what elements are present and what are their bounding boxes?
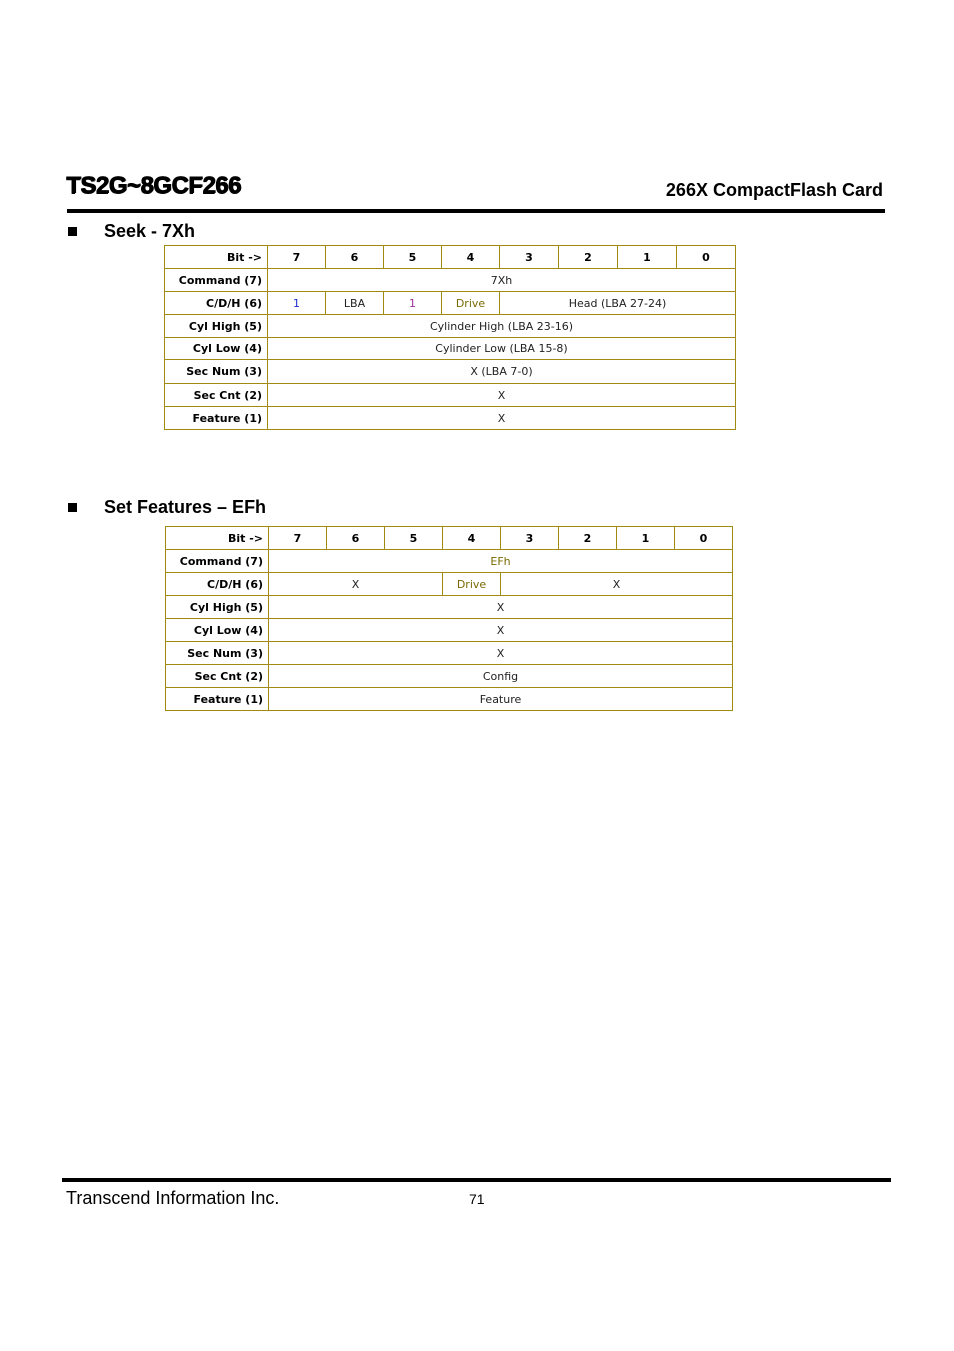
sec-num-value: X (LBA 7-0)	[268, 360, 736, 384]
header-divider	[67, 209, 885, 213]
table-row	[166, 527, 733, 550]
bit-1: 1	[618, 246, 677, 269]
command-value: 7Xh	[268, 269, 736, 292]
row-label: Command (7)	[165, 269, 268, 292]
cdh-bit-7: 1	[268, 292, 326, 315]
cyl-high-value: X	[269, 596, 733, 619]
row-label: Command (7)	[166, 550, 269, 573]
bit-2: 2	[559, 527, 617, 550]
cyl-high-value: Cylinder High (LBA 23-16)	[268, 315, 736, 338]
table-row	[165, 315, 736, 338]
row-label: Cyl High (5)	[166, 596, 269, 619]
cdh-head: Head (LBA 27-24)	[500, 292, 736, 315]
bit-7: 7	[269, 527, 327, 550]
row-label: Cyl Low (4)	[166, 619, 269, 642]
cyl-low-value: X	[269, 619, 733, 642]
bit-3: 3	[500, 246, 559, 269]
seek-register-table	[164, 245, 736, 430]
cdh-upper-bits: X	[269, 573, 443, 596]
bit-label: Bit ->	[165, 246, 268, 269]
table-row	[165, 360, 736, 384]
table-row	[165, 407, 736, 430]
bit-1: 1	[617, 527, 675, 550]
row-label: Sec Cnt (2)	[166, 665, 269, 688]
page-number: 71	[469, 1191, 485, 1207]
row-label: Sec Num (3)	[166, 642, 269, 665]
document-subtitle: 266X CompactFlash Card	[665, 180, 883, 200]
bit-2: 2	[559, 246, 618, 269]
bit-5: 5	[385, 527, 443, 550]
cdh-drive: Drive	[442, 292, 500, 315]
row-label: Feature (1)	[166, 688, 269, 711]
table-row	[165, 246, 736, 269]
set-features-register-table	[165, 526, 733, 711]
bit-3: 3	[501, 527, 559, 550]
table-row	[166, 642, 733, 665]
table-row	[165, 338, 736, 360]
table-row	[165, 269, 736, 292]
bit-7: 7	[268, 246, 326, 269]
table-row	[166, 665, 733, 688]
bit-5: 5	[384, 246, 442, 269]
bullet-icon	[68, 503, 77, 512]
row-label: Cyl High (5)	[165, 315, 268, 338]
table-row	[166, 619, 733, 642]
document-title: TS2G~8GCF266	[66, 172, 241, 199]
bit-4: 4	[443, 527, 501, 550]
row-label: C/D/H (6)	[166, 573, 269, 596]
table-row	[166, 573, 733, 596]
cyl-low-value: Cylinder Low (LBA 15-8)	[268, 338, 736, 360]
command-value: EFh	[269, 550, 733, 573]
cdh-lba: LBA	[326, 292, 384, 315]
table-row	[166, 688, 733, 711]
row-label: Sec Num (3)	[165, 360, 268, 384]
row-label: Feature (1)	[165, 407, 268, 430]
row-label: Cyl Low (4)	[165, 338, 268, 360]
bit-label: Bit ->	[166, 527, 269, 550]
table-row	[166, 596, 733, 619]
cdh-drive: Drive	[443, 573, 501, 596]
row-label: Sec Cnt (2)	[165, 384, 268, 407]
bit-6: 6	[327, 527, 385, 550]
cdh-bit-5: 1	[384, 292, 442, 315]
bullet-icon	[68, 227, 77, 236]
feature-value: Feature	[269, 688, 733, 711]
feature-value: X	[268, 407, 736, 430]
row-label: C/D/H (6)	[165, 292, 268, 315]
bit-0: 0	[675, 527, 733, 550]
bit-4: 4	[442, 246, 500, 269]
sec-num-value: X	[269, 642, 733, 665]
table-row	[166, 550, 733, 573]
footer-company: Transcend Information Inc.	[66, 1188, 280, 1208]
cdh-lower-bits: X	[501, 573, 733, 596]
sec-cnt-value: X	[268, 384, 736, 407]
footer-divider	[62, 1178, 891, 1182]
section-title-set-features: Set Features – EFh	[104, 497, 267, 517]
section-title-seek: Seek - 7Xh	[104, 221, 196, 241]
sec-cnt-value: Config	[269, 665, 733, 688]
table-row	[165, 292, 736, 315]
bit-0: 0	[677, 246, 736, 269]
bit-6: 6	[326, 246, 384, 269]
table-row	[165, 384, 736, 407]
